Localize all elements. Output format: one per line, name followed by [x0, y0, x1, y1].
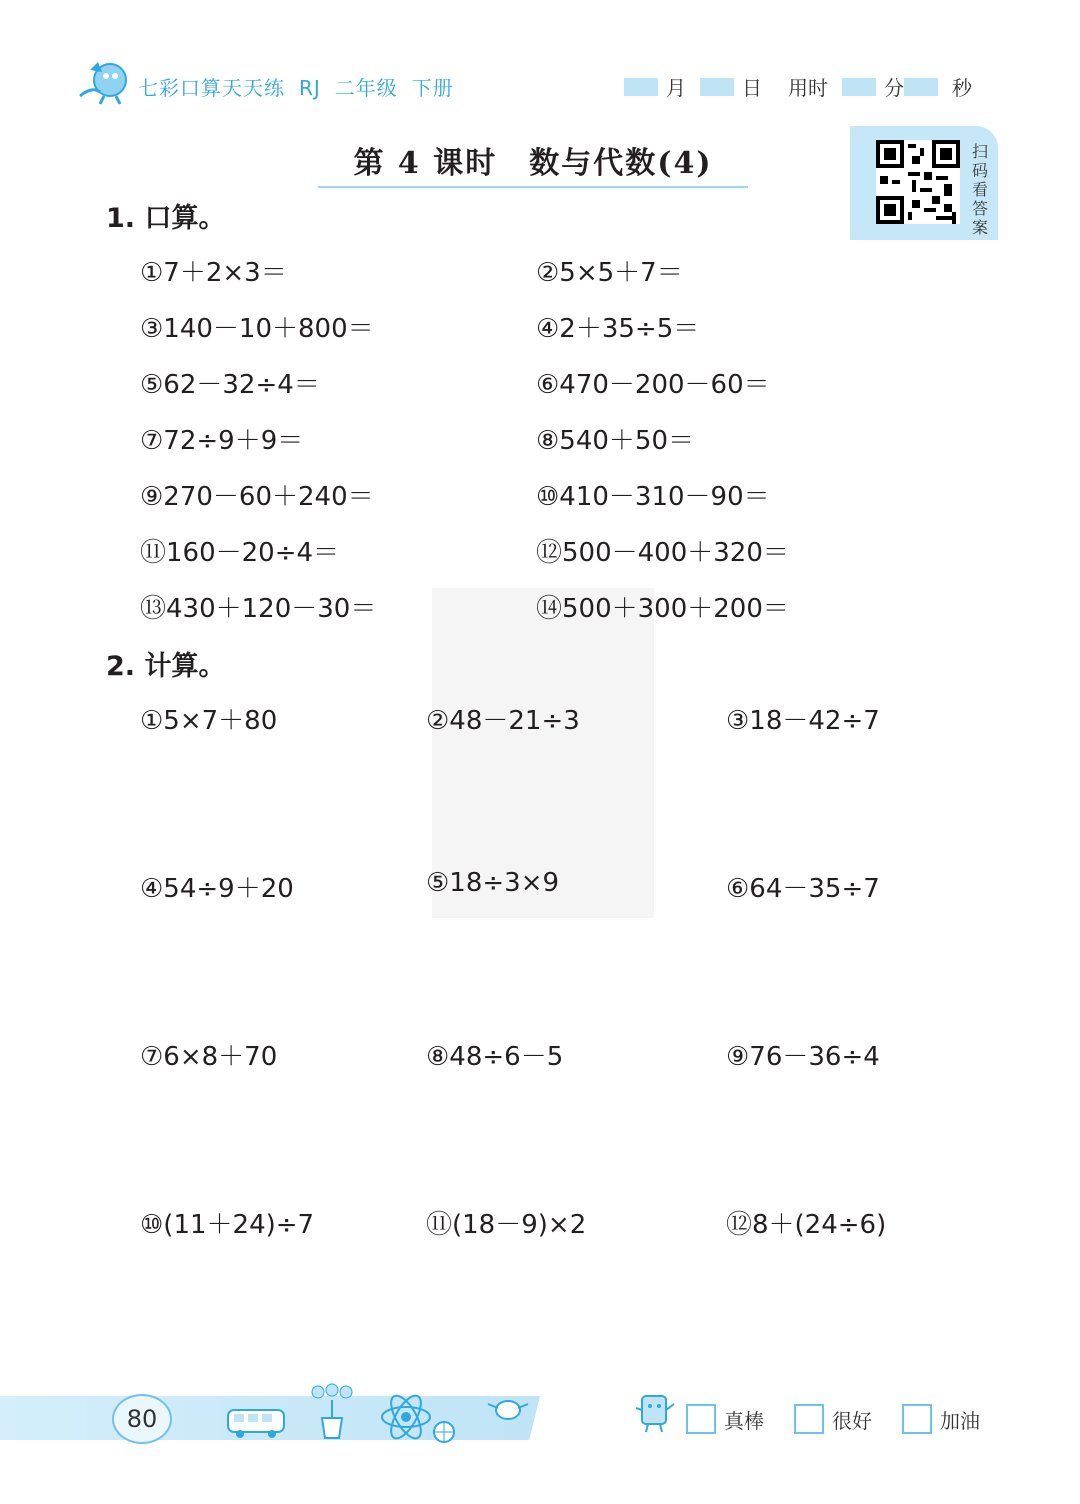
oral-problem: ⑦72÷9＋9＝: [140, 426, 304, 456]
calc-problem: ②48－21÷3: [426, 706, 580, 736]
minute-label: 分: [884, 76, 904, 100]
rating-keep-going[interactable]: [902, 1404, 980, 1434]
oral-problem: ⑫500－400＋320＝: [536, 538, 789, 568]
second-label: 秒: [952, 76, 972, 100]
title-underline: [318, 186, 748, 188]
qr-caption: 扫码看答案: [972, 142, 989, 237]
day-blank[interactable]: [700, 78, 734, 96]
oral-problem: ⑨270－60＋240＝: [140, 482, 374, 512]
lesson-title: 第 4 课时 数与代数(4): [353, 146, 713, 181]
rating-label: 真棒: [724, 1408, 764, 1433]
calc-problem: ⑧48÷6－5: [426, 1042, 564, 1072]
brand-volume: 下册: [411, 76, 454, 100]
oral-problem: ⑬430＋120－30＝: [140, 594, 377, 624]
page-number: 80: [112, 1394, 172, 1444]
oral-problem: ⑪160－20÷4＝: [140, 538, 340, 568]
qr-code-icon[interactable]: [876, 140, 960, 224]
atom-icon: [378, 1390, 438, 1444]
brand-series: 七彩口算天天练: [138, 76, 285, 100]
rating-checkbox[interactable]: [794, 1404, 824, 1434]
rating-checkbox[interactable]: [686, 1404, 716, 1434]
rating-excellent[interactable]: [686, 1404, 764, 1434]
calc-problem: ⑪(18－9)×2: [426, 1210, 587, 1240]
oral-problem: ④2＋35÷5＝: [536, 314, 700, 344]
rating-label: 很好: [832, 1408, 872, 1433]
oral-problem: ⑧540＋50＝: [536, 426, 695, 456]
month-label: 月: [666, 76, 686, 100]
calc-problem: ⑥64－35÷7: [726, 874, 880, 904]
month-blank[interactable]: [624, 78, 658, 96]
minute-blank[interactable]: [842, 78, 876, 96]
oral-problem: ③140－10＋800＝: [140, 314, 374, 344]
rating-checkbox[interactable]: [902, 1404, 932, 1434]
plant-pot-icon: [306, 1382, 358, 1440]
rating-good[interactable]: [794, 1404, 872, 1434]
calc-problem: ⑫8＋(24÷6): [726, 1210, 887, 1240]
date-time-fields: [624, 72, 986, 101]
calc-problem: ⑤18÷3×9: [426, 868, 560, 898]
mascot-bottom-icon: [632, 1388, 678, 1434]
book-brand: [138, 72, 468, 101]
calc-problem: ③18－42÷7: [726, 706, 880, 736]
oral-problem: ①7＋2×3＝: [140, 258, 287, 288]
oral-problem: ⑩410－310－90＝: [536, 482, 770, 512]
calc-problem: ⑩(11＋24)÷7: [140, 1210, 315, 1240]
brand-grade: 二年级: [334, 76, 398, 100]
oral-problem: ⑥470－200－60＝: [536, 370, 770, 400]
rating-label: 加油: [940, 1408, 980, 1433]
oral-problem: ⑭500＋300＋200＝: [536, 594, 789, 624]
oral-problem: ⑤62－32÷4＝: [140, 370, 320, 400]
calc-problem: ①5×7＋80: [140, 706, 278, 736]
calc-problem: ⑦6×8＋70: [140, 1042, 278, 1072]
time-used-label: 用时: [788, 76, 828, 100]
brand-edition: RJ: [299, 76, 321, 100]
globe-icon: [432, 1420, 456, 1444]
section-1-heading: 1. 口算。: [106, 203, 226, 234]
bus-icon: [226, 1406, 286, 1440]
mascot-icon: [76, 56, 132, 106]
section-2-heading: 2. 计算。: [106, 651, 226, 682]
day-label: 日: [742, 76, 762, 100]
bird-icon: [486, 1394, 530, 1424]
calc-problem: ⑨76－36÷4: [726, 1042, 880, 1072]
calc-problem: ④54÷9＋20: [140, 874, 294, 904]
oral-problem: ②5×5＋7＝: [536, 258, 683, 288]
second-blank[interactable]: [904, 78, 938, 96]
